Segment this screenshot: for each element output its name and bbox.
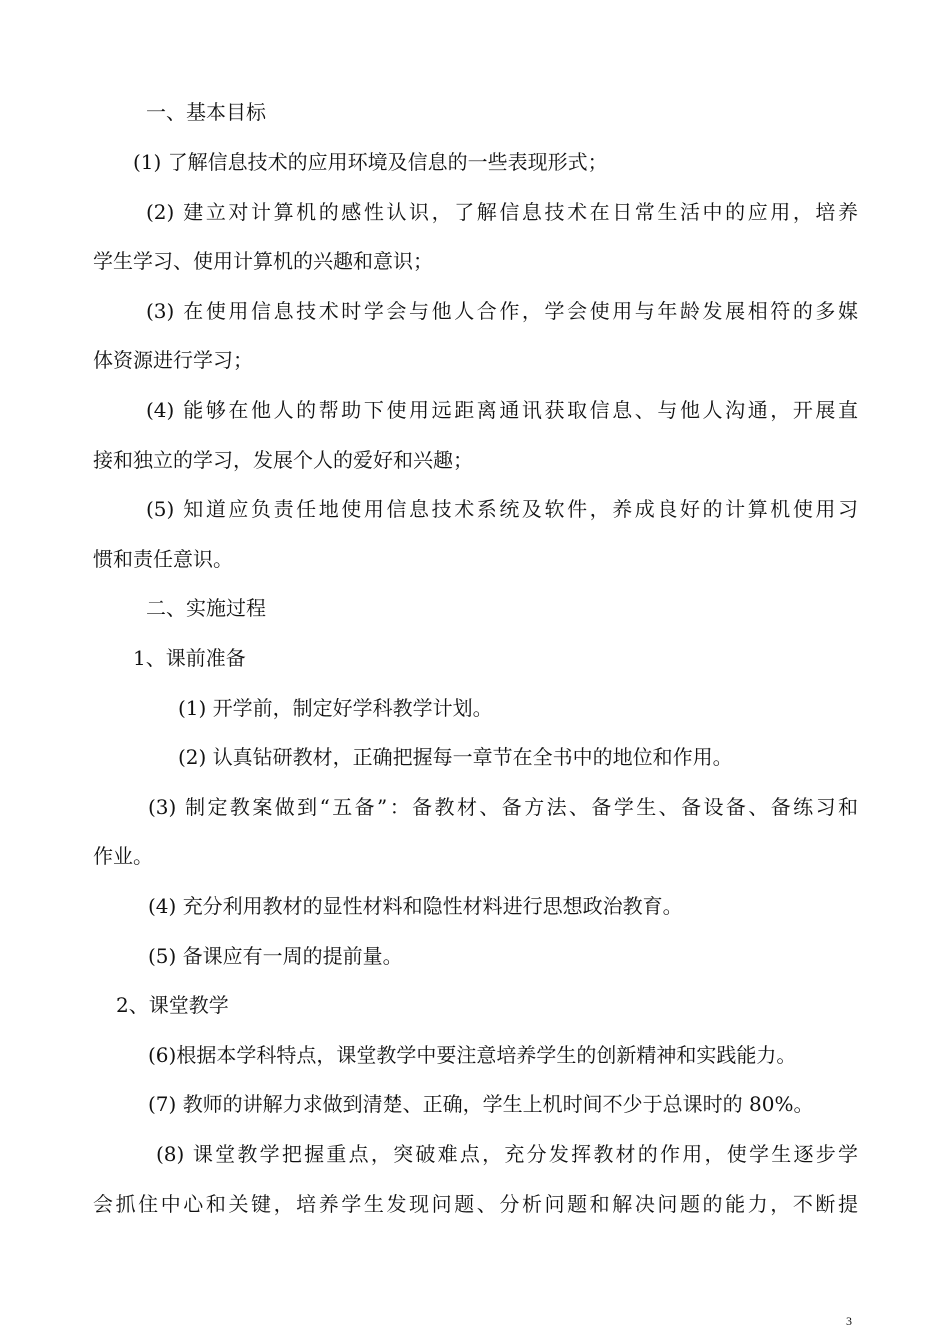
section-heading: 二、实施过程: [146, 596, 266, 620]
subsection-heading: 2、课堂教学: [116, 993, 229, 1017]
paragraph-line: 惯和责任意识。: [93, 547, 233, 571]
paragraph-line: (4) 能够在他人的帮助下使用远距离通讯获取信息、与他人沟通，开展直: [146, 398, 858, 422]
paragraph-line: (3) 制定教案做到“五备”：备教材、备方法、备学生、备设备、备练习和: [148, 795, 858, 819]
paragraph-line: 接和独立的学习，发展个人的爱好和兴趣；: [93, 448, 473, 472]
paragraph-line: (3) 在使用信息技术时学会与他人合作，学会使用与年龄发展相符的多媒: [146, 299, 858, 323]
paragraph-line: (8) 课堂教学把握重点，突破难点，充分发挥教材的作用，使学生逐步学: [156, 1142, 858, 1166]
page-number: 3: [846, 1314, 852, 1328]
paragraph-line: (5) 知道应负责任地使用信息技术系统及软件，养成良好的计算机使用习: [146, 497, 858, 521]
paragraph-line: (1) 开学前，制定好学科教学计划。: [178, 696, 493, 720]
paragraph-line: (6)根据本学科特点，课堂教学中要注意培养学生的创新精神和实践能力。: [148, 1043, 797, 1067]
paragraph-line: (2) 建立对计算机的感性认识，了解信息技术在日常生活中的应用，培养: [146, 200, 858, 224]
paragraph-line: (5) 备课应有一周的提前量。: [148, 944, 403, 968]
paragraph-line: 体资源进行学习；: [93, 348, 253, 372]
paragraph-line: 学生学习、使用计算机的兴趣和意识；: [93, 249, 433, 273]
paragraph-line: (2) 认真钻研教材，正确把握每一章节在全书中的地位和作用。: [178, 745, 733, 769]
paragraph-line: 会抓住中心和关键，培养学生发现问题、分析问题和解决问题的能力，不断提: [93, 1192, 858, 1216]
paragraph-line: (4) 充分利用教材的显性材料和隐性材料进行思想政治教育。: [148, 894, 683, 918]
section-heading: 一、基本目标: [146, 100, 266, 124]
subsection-heading: 1、课前准备: [133, 646, 246, 670]
paragraph-line: 作业。: [93, 844, 153, 868]
paragraph-line: (7) 教师的讲解力求做到清楚、正确，学生上机时间不少于总课时的 80%。: [148, 1092, 814, 1116]
paragraph-line: (1) 了解信息技术的应用环境及信息的一些表现形式；: [133, 150, 608, 174]
